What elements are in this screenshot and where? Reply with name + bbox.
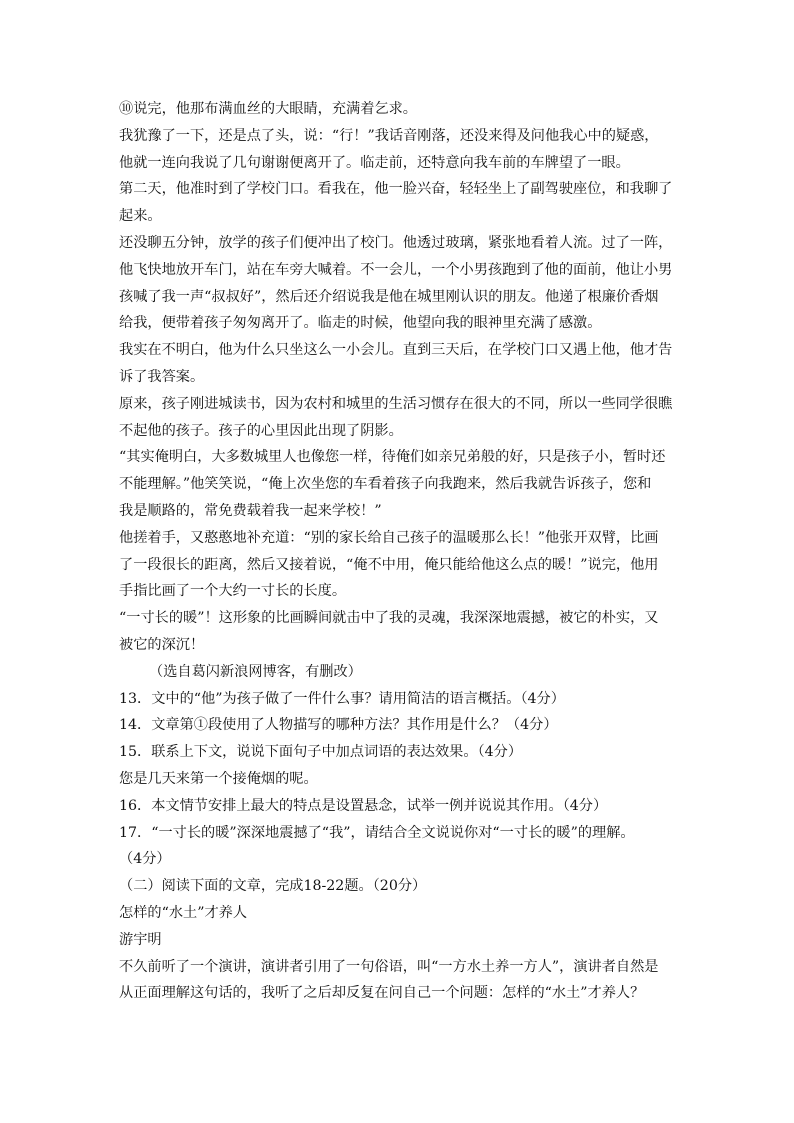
text-line: 给我，便带着孩子匆匆离开了。临走的时候，他望向我的眼神里充满了感激。 [119, 315, 602, 332]
text-line: 了一段很长的距离，然后又接着说，“俺不中用，俺只能给他这么点的暖！”说完，他用 [119, 556, 659, 573]
question-15: 15．联系上下文，说说下面句子中加点词语的表达效果。（4分） [119, 744, 523, 761]
document-body [119, 96, 675, 1007]
text-line: 我是顺路的，常免费载着我一起来学校！” [119, 502, 382, 519]
text-line: 我犹豫了一下，还是点了头，说：“行！”我话音刚落，还没来得及问他我心中的疑惑， [119, 127, 659, 144]
question-14: 14．文章第①段使用了人物描写的哪种方法？其作用是什么？（4分） [119, 717, 558, 734]
text-line: 起来。 [119, 208, 162, 225]
text-line: 不能理解。”他笑笑说，“俺上次坐您的车看着孩子向我跑来，然后我就告诉孩子，您和 [119, 476, 652, 493]
text-line: 诉了我答案。 [119, 368, 205, 385]
text-line: ⑩说完，他那布满血丝的大眼睛，充满着乞求。 [119, 101, 417, 117]
text-line: 他搓着手，又憨憨地补充道：“别的家长给自己孩子的温暖那么长！”他张开双臂，比画 [119, 529, 659, 546]
text-line: 第二天，他准时到了学校门口。看我在，他一脸兴奋，轻轻坐上了副驾驶座位，和我聊了 [119, 181, 673, 198]
section-heading: （二）阅读下面的文章，完成18-22题。（20分） [119, 878, 427, 895]
text-line: “一寸长的暖”！这形象的比画瞬间就击中了我的灵魂，我深深地震撼，被它的朴实，又 [119, 610, 659, 627]
source-note: （选自葛闪新浪网博客，有删改） [149, 663, 362, 680]
text-line: 被它的深沉！ [119, 636, 205, 653]
text-line: 从正面理解这句话的，我听了之后却反复在问自己一个问题：怎样的“水土”才养人？ [119, 985, 645, 1002]
text-line: 手指比画了一个大约一寸长的长度。 [119, 583, 347, 600]
quoted-sentence: 您是几天来第一个接俺烟的呢。 [119, 770, 318, 787]
question-16: 16．本文情节安排上最大的特点是设置悬念，试举一例并说说其作用。（4分） [119, 797, 608, 814]
article-title: 怎样的“水土”才养人 [119, 904, 248, 921]
question-13: 13．文中的“他”为孩子做了一件什么事？请用简洁的语言概括。（4分） [119, 690, 565, 707]
text-line: 他就一连向我说了几句谢谢便离开了。临走前，还特意向我车前的车牌望了一眼。 [119, 154, 630, 171]
text-line: 不久前听了一个演讲，演讲者引用了一句俗语，叫“一方水土养一方人”，演讲者自然是 [119, 958, 659, 975]
text-line: “其实俺明白，大多数城里人也像您一样，待俺们如亲兄弟般的好，只是孩子小，暂时还 [119, 449, 666, 466]
text-line: 他飞快地放开车门，站在车旁大喊着。不一会儿，一个小男孩跑到了他的面前，他让小男 [119, 261, 673, 278]
text-line: 不起他的孩子。孩子的心里因此出现了阴影。 [119, 422, 403, 439]
question-17-score: （4分） [119, 851, 171, 868]
text-line: 原来，孩子刚进城读书，因为农村和城里的生活习惯存在很大的不同，所以一些同学很瞧 [119, 395, 673, 412]
text-line: 我实在不明白，他为什么只坐这么一小会儿。直到三天后，在学校门口又遇上他，他才告 [119, 342, 673, 359]
article-author: 游宇明 [119, 931, 162, 948]
text-line: 孩喊了我一声“叔叔好”，然后还介绍说我是他在城里刚认识的朋友。他递了根廉价香烟 [119, 288, 659, 305]
question-17: 17．“一寸长的暖”深深地震撼了“我”，请结合全文说说你对“一寸长的暖”的理解。 [119, 824, 635, 841]
text-line: 还没聊五分钟，放学的孩子们便冲出了校门。他透过玻璃，紧张地看着人流。过了一阵， [119, 234, 673, 251]
